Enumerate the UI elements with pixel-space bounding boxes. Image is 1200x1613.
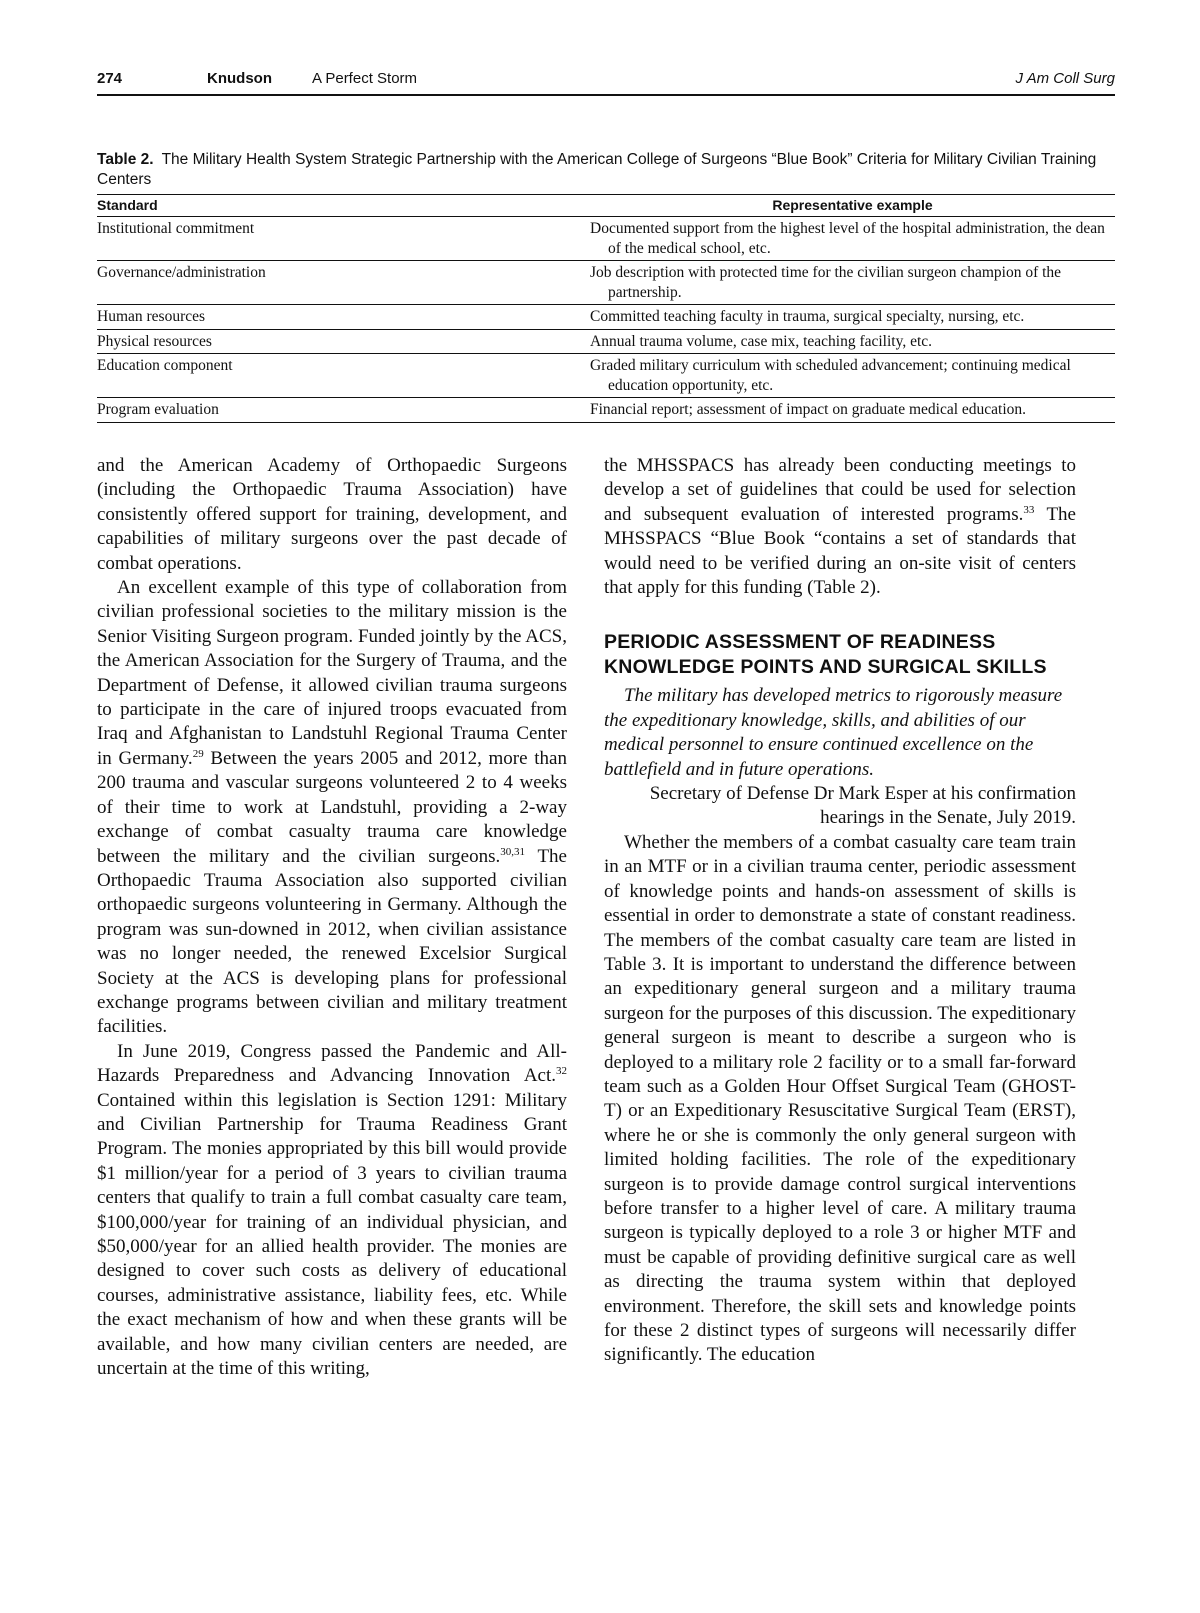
table-row	[97, 398, 1115, 423]
running-title: A Perfect Storm	[312, 70, 418, 87]
criteria-table	[97, 194, 1115, 423]
example-cell	[590, 398, 1115, 423]
example-text: Graded military curriculum with scheduled advancement; continuing medical education opportunity, etc.	[590, 357, 1071, 394]
epigraph-quote: The military has developed metrics to rigorously measure the expeditionary knowledge, skills, and abilities of our medical personnel to ensure continued excellence on the battlefield and in future operations.	[604, 685, 1063, 780]
table-row	[97, 354, 1115, 398]
paragraph-text: the MHSSPACS has already been conducting meetings to develop a set of guidelines that could be used for selection and subsequent evaluation of interested programs.	[604, 455, 1076, 525]
running-header	[97, 68, 1115, 96]
example-cell	[590, 354, 1115, 398]
paragraph-text: An excellent example of this type of collaboration from civilian professional societies to the military mission is the Senior Visiting Surgeon program. Funded jointly by the ACS, the American Association for the Surgery of Trauma, and the Department of Defense, it allowed civilian trauma surgeons to participate in the care of injured troops evacuated from Iraq and Afghanistan to Landstuhl Regional Trauma Center in Germany.	[97, 577, 567, 769]
table-caption-text: The Military Health System Strategic Partnership with the American College of Surgeons “Blue Book” Criteria for Military Civilian Training Centers	[97, 151, 1097, 188]
example-cell	[590, 305, 1115, 330]
standard-cell: Governance/administration	[97, 261, 590, 305]
citation-ref: 29	[192, 747, 204, 760]
example-text: Annual trauma volume, case mix, teaching facility, etc.	[590, 332, 933, 350]
example-cell	[590, 261, 1115, 305]
table-row	[97, 217, 1115, 261]
table-caption	[97, 150, 1115, 190]
paragraph-congress-act	[97, 1040, 567, 1382]
paragraph-text: In June 2019, Congress passed the Pandemic and All-Hazards Preparedness and Advancing Innovation Act.	[97, 1040, 567, 1087]
paragraph-text: The Orthopaedic Trauma Association also supported civilian orthopaedic surgeons volunteering in Germany. Although the program was sun-downed in 2012, when civilian assistance was no longer needed, the renewed Excelsior Surgical Society at the ACS is developing plans for professional exchange programs between civilian and military treatment facilities.	[97, 845, 567, 1038]
column-header-standard: Standard	[97, 195, 590, 217]
left-column	[97, 454, 567, 1381]
example-text: Financial report; assessment of impact on graduate medical education.	[590, 401, 1027, 418]
paragraph-mhsspacs	[604, 454, 1076, 600]
running-author: Knudson	[207, 70, 272, 87]
standard-cell: Program evaluation	[97, 401, 219, 418]
page-number: 274	[97, 70, 123, 87]
example-cell	[590, 217, 1115, 261]
table-row	[97, 261, 1115, 305]
paragraph-continuation: and the American Academy of Orthopaedic Surgeons (including the Orthopaedic Trauma Association) have consistently offered support for training, development, and capabilities of military surgeons over the past decade of combat operations.	[97, 455, 567, 574]
table-row	[97, 329, 1115, 354]
journal-name: J Am Coll Surg	[1015, 70, 1115, 87]
citation-ref: 33	[1023, 503, 1035, 516]
epigraph-source: Secretary of Defense Dr Mark Esper at his confirmation hearings in the Senate, July 2019.	[649, 783, 1076, 829]
example-text: Documented support from the highest level of the hospital administration, the dean of the medical school, etc.	[590, 220, 1105, 257]
section-heading: PERIODIC ASSESSMENT OF READINESS KNOWLEDGE POINTS AND SURGICAL SKILLS	[604, 631, 1047, 679]
paragraph-text: Contained within this legislation is Section 1291: Military and Civilian Partnership for Trauma Readiness Grant Program. The monies appropriated by this bill would provide $1 million/year for a period of 3 years to civilian trauma centers that qualify to train a full combat casualty care team, $100,000/year for training of an individual physician, and $50,000/year for an allied health provider. The monies are designed to cover such costs as delivery of educational courses, administrative assistance, liability fees, etc. While the exact mechanism of how and when these grants will be available, and how many civilian centers are needed, are uncertain at the time of this writing,	[97, 1089, 567, 1380]
citation-ref: 30,31	[500, 845, 525, 858]
example-cell	[590, 329, 1115, 354]
standard-cell: Physical resources	[97, 329, 590, 354]
table-label: Table 2.	[97, 151, 154, 168]
example-text: Committed teaching faculty in trauma, surgical specialty, nursing, etc.	[590, 308, 1025, 325]
paragraph-periodic-assessment: Whether the members of a combat casualty care team train in an MTF or in a civilian trauma center, periodic assessment of knowledge points and hands-on assessment of skills is essential in order to demonstrate a state of constant readiness. The members of the combat casualty care team are listed in Table 3. It is important to understand the difference between an expeditionary general surgeon and a military trauma surgeon for the purposes of this discussion. The expeditionary general surgeon is meant to describe a surgeon who is deployed to a military role 2 facility or to a small far-forward team such as a Golden Hour Offset Surgical Team (GHOST-T) or an Expeditionary Resuscitative Surgical Team (ERST), where he or she is commonly the only general surgeon with limited holding facilities. The role of the expeditionary surgeon is to provide damage control surgical interventions before transfer to a higher level of care. A military trauma surgeon is typically deployed to a role 3 or higher MTF and must be capable of providing definitive surgical care as well as directing the trauma system within that deployed environment. Therefore, the skill sets and knowledge points for these 2 distinct types of surgeons will necessarily differ significantly. The education	[604, 831, 1076, 1366]
column-header-example: Representative example	[590, 195, 1115, 217]
table-header-row	[97, 195, 1115, 217]
paragraph-text: The MHSSPACS “Blue Book “contains a set of standards that would need to be verified during an on-site visit of centers that apply for this funding (Table 2).	[604, 503, 1076, 599]
paragraph-text: Between the years 2005 and 2012, more than 200 trauma and vascular surgeons volunteered 2 to 4 weeks of their time to work at Landstuhl, providing a 2-way exchange of combat casualty trauma care knowledge between the military and the civilian surgeons.	[97, 747, 567, 867]
example-text: Job description with protected time for the civilian surgeon champion of the partnership.	[590, 264, 1062, 301]
standard-cell: Human resources	[97, 305, 590, 330]
right-column	[604, 454, 1076, 1368]
table-2	[97, 150, 1115, 423]
citation-ref: 32	[556, 1065, 567, 1078]
table-row	[97, 305, 1115, 330]
standard-cell: Institutional commitment	[97, 217, 590, 261]
standard-cell: Education component	[97, 354, 590, 398]
paragraph-senior-visiting-surgeon	[97, 576, 567, 1040]
